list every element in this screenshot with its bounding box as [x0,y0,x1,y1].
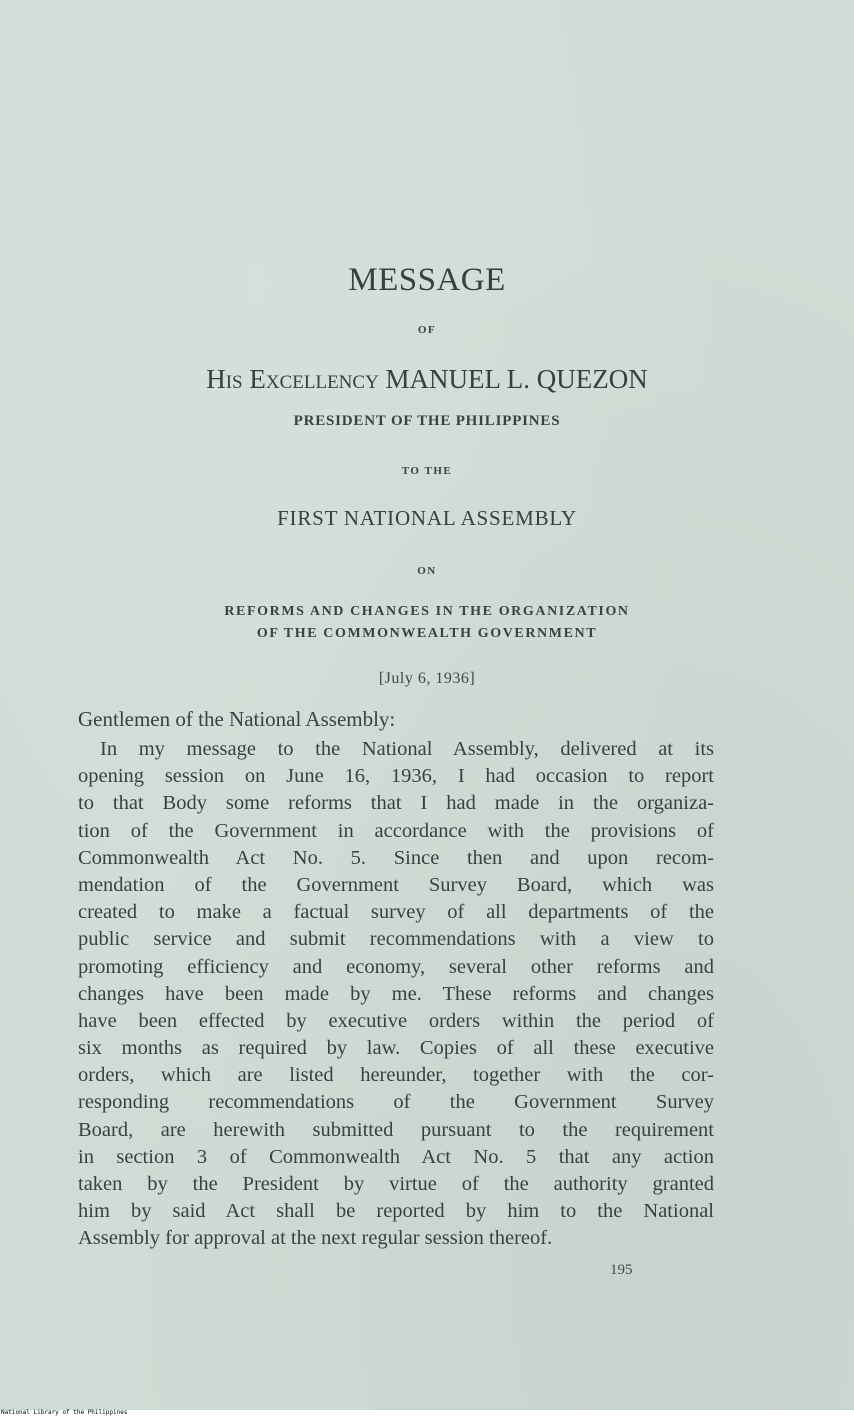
body-line: created to make a factual survey of all departments of the [78,901,714,924]
body-line: to that Body some reforms that I had made in the organiza- [78,792,714,815]
president-title: PRESIDENT OF THE PHILIPPINES [293,413,561,429]
body-line: in section 3 of Commonwealth Act No. 5 that any action [78,1145,714,1168]
document-title: MESSAGE [348,262,506,298]
message-date: [July 6, 1936] [378,670,476,687]
excellency-prefix: His Excellency [206,364,379,394]
body-line: promoting efficiency and economy, several other reforms and [78,955,714,978]
body-line: six months as required by law. Copies of all these executive [78,1037,714,1060]
footer-credit: National Library of the Philippines [1,1409,128,1416]
body-line: him by said Act shall be reported by him to the National [78,1200,714,1223]
addresser-line [0,364,854,395]
body-line: taken by the President by virtue of the authority granted [78,1173,714,1195]
of-label: OF [417,324,437,336]
subject-line-1: REFORMS AND CHANGES IN THE ORGANIZATION [224,604,630,619]
body-line: In my message to the National Assembly, delivered at its [100,738,714,760]
body-line: mendation of the Government Survey Board, which was [78,873,714,896]
body-line: tion of the Government in accordance with the provisions of [78,819,714,842]
body-line: responding recommendations of the Government Survey [78,1091,714,1114]
body-line: Assembly for approval at the next regular session thereof. [78,1227,553,1250]
subject-line-2: OF THE COMMONWEALTH GOVERNMENT [256,626,598,641]
footer-bar [0,1410,854,1418]
body-line: public service and submit recommendations with a view to [78,928,714,951]
excellency-name: MANUEL L. QUEZON [385,364,648,394]
body-line: Board, are herewith submitted pursuant to the requirement [78,1118,714,1141]
body-paragraph [78,736,714,1253]
body-line: changes have been made by me. These reforms and changes [78,982,714,1005]
body-line: Commonwealth Act No. 5. Since then and upon recom- [78,846,714,869]
body-line: have been effected by executive orders within the period of [78,1009,714,1032]
assembly-heading: FIRST NATIONAL ASSEMBLY [277,506,577,530]
salutation: Gentlemen of the National Assembly: [78,707,396,731]
to-the-label: TO THE [401,465,453,477]
body-line: opening session on June 16, 1936, I had occasion to report [78,765,714,788]
body-line: orders, which are listed hereunder, together with the cor- [78,1064,714,1087]
page-number: 195 [610,1262,633,1278]
subject-heading [0,601,854,645]
on-label: ON [417,565,437,577]
